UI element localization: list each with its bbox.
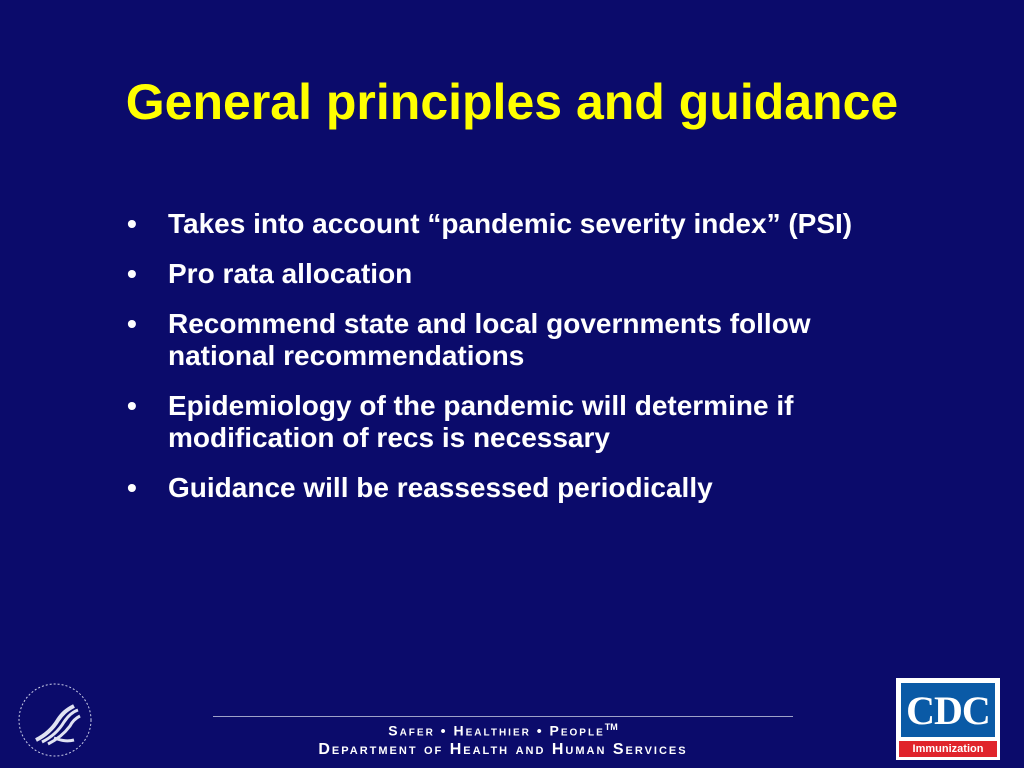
bullet-item [127,308,917,372]
tagline-text: Safer • Healthier • People [388,722,605,739]
cdc-logo-mark [899,681,997,739]
bullet-item [127,258,917,290]
bullet-item [127,208,917,240]
bullet-text: Recommend state and local governments follow national recommendations [168,308,811,371]
bullet-text: Guidance will be reassessed periodically [168,472,713,503]
bullet-marker: • [127,208,137,239]
cdc-logo-band: Immunization [899,741,997,757]
trademark-mark: TM [604,722,618,732]
slide-title: General principles and guidance [125,74,899,130]
bullet-text: Epidemiology of the pandemic will determine if modification of recs is necessary [168,390,794,453]
bullet-marker: • [127,258,137,289]
bullet-text: Pro rata allocation [168,258,413,289]
cdc-logo [896,678,1000,760]
footer-tagline [213,722,793,739]
hhs-seal-icon [14,676,96,764]
bullet-marker: • [127,472,137,503]
bullet-list [127,208,917,522]
bullet-text: Takes into account “pandemic severity index” (PSI) [168,208,853,239]
bullet-marker: • [127,308,137,339]
bullet-marker: • [127,390,137,421]
footer-divider [213,716,793,717]
cdc-logo-text: CDC [906,687,990,733]
bullet-item [127,390,917,454]
bullet-item [127,472,917,504]
footer-department: Department of Health and Human Services [318,741,688,758]
